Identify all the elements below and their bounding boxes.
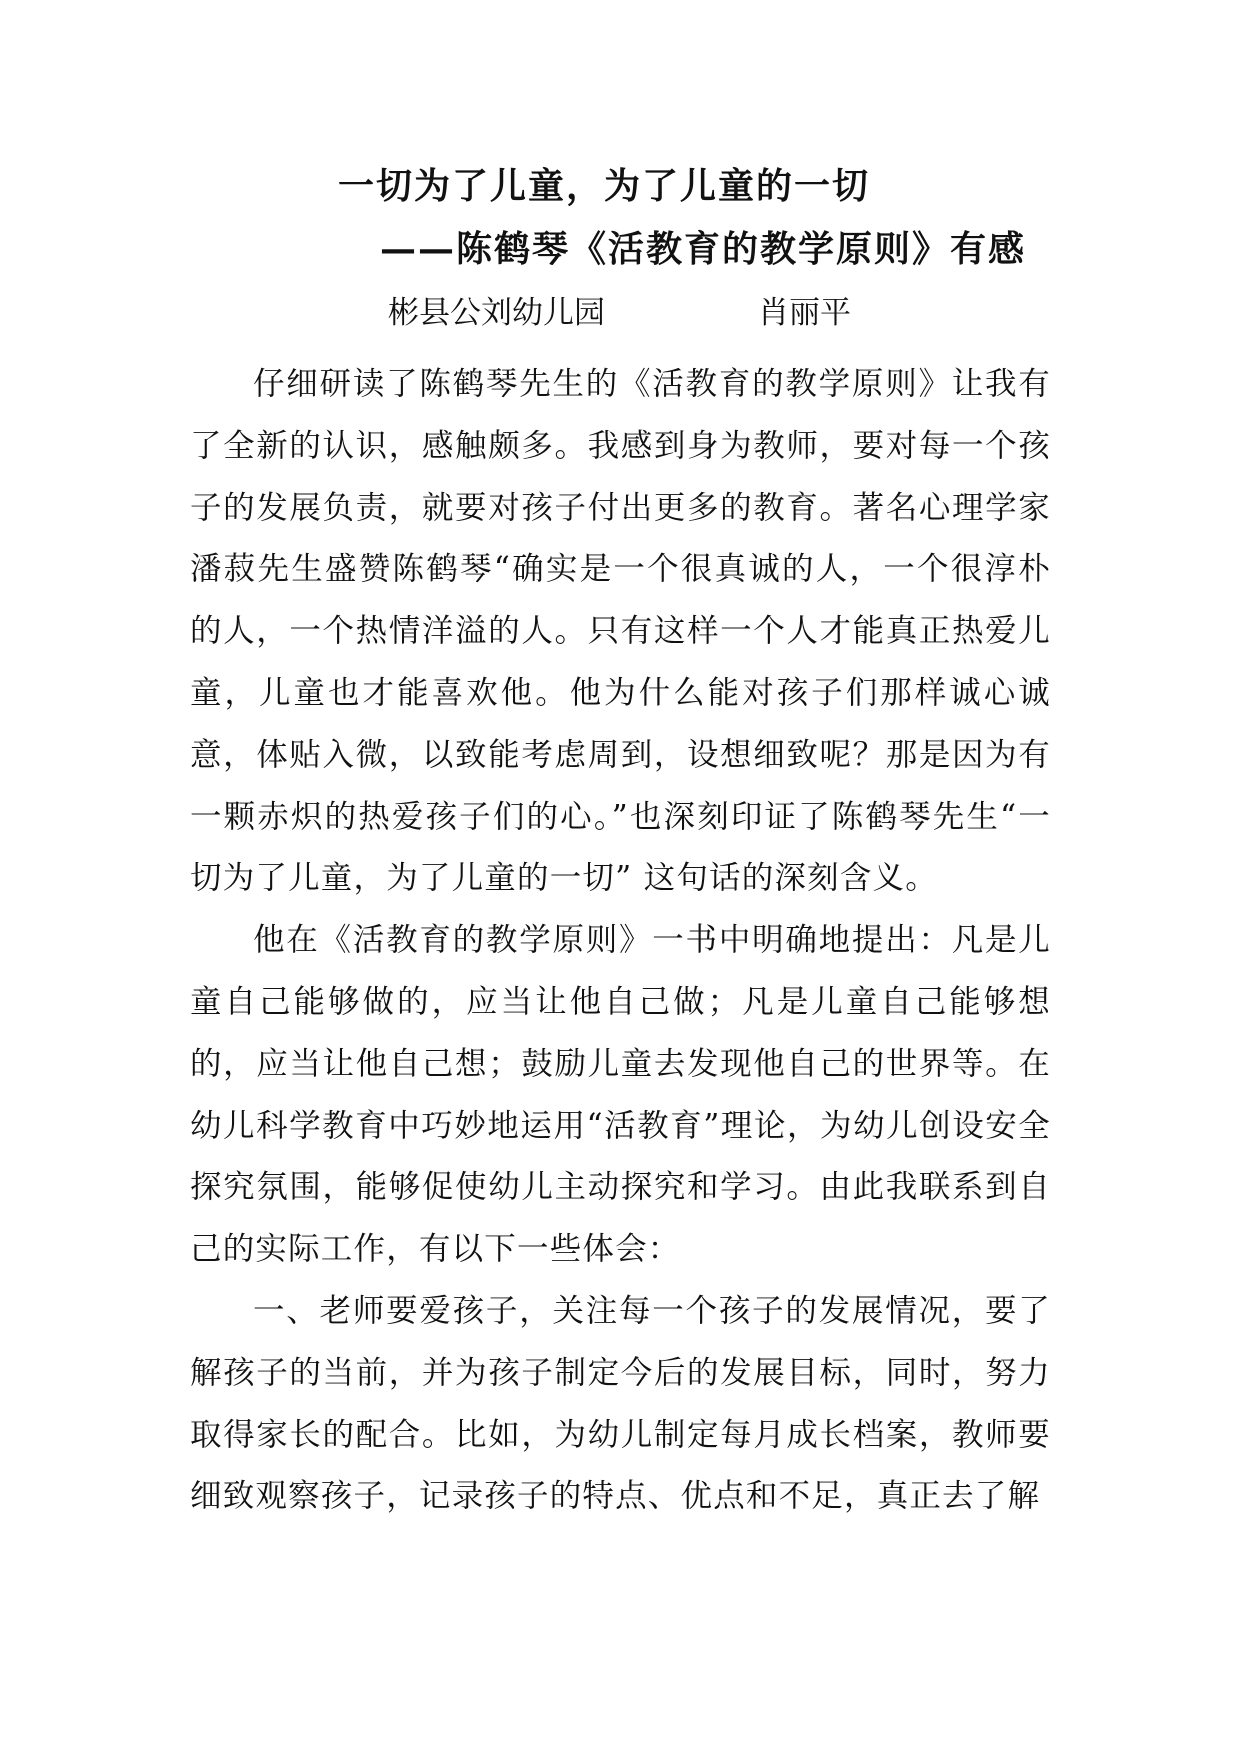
- document-title: 一切为了儿童，为了儿童的一切: [338, 165, 871, 207]
- paragraph: 他在《活教育的教学原则》一书中明确地提出：凡是儿童自己能够做的，应当让他自己做；凡是儿童自己能够想的，应当让他自己想；鼓励儿童去发现他自己的世界等。在幼儿科学教育中巧妙地运用“活教育”理论，为幼儿创设安全探究氛围，能够促使幼儿主动探究和学习。由此我联系到自己的实际工作，有以下一些体会：: [190, 922, 1051, 1268]
- document-body: [190, 354, 1051, 1528]
- author-school: 彬县公刘幼儿园: [388, 295, 605, 331]
- author-name: 肖丽平: [758, 295, 851, 331]
- paragraph: 一、老师要爱孩子，关注每一个孩子的发展情况，要了解孩子的当前，并为孩子制定今后的发展目标，同时，努力取得家长的配合。比如，为幼儿制定每月成长档案，教师要细致观察孩子，记录孩子的特点、优点和不足，真正去了解: [190, 1292, 1051, 1515]
- paragraph: 仔细研读了陈鹤琴先生的《活教育的教学原则》让我有了全新的认识，感触颇多。我感到身为教师，要对每一个孩子的发展负责，就要对孩子付出更多的教育。著名心理学家潘菽先生盛赞陈鹤琴“确实是一个很真诚的人，一个很淳朴的人，一个热情洋溢的人。只有这样一个人才能真正热爱儿童，儿童也才能喜欢他。他为什么能对孩子们那样诚心诚意，体贴入微，以致能考虑周到，设想细致呢？那是因为有一颗赤炽的热爱孩子们的心。”也深刻印证了陈鹤琴先生“一切为了儿童，为了儿童的一切” 这句话的深刻含义。: [190, 366, 1051, 897]
- author-line: [388, 291, 851, 335]
- document-subtitle: ——陈鹤琴《活教育的教学原则》有感: [380, 228, 1027, 270]
